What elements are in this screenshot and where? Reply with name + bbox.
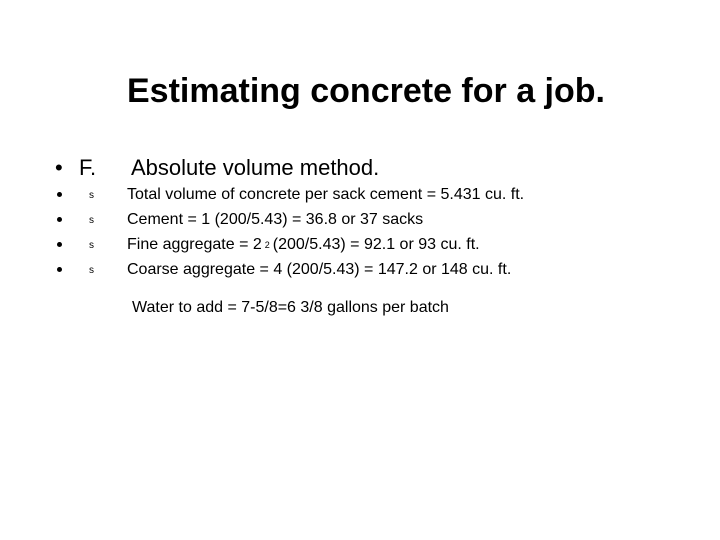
sub-marker: s xyxy=(89,190,94,201)
slide-title: Estimating concrete for a job. xyxy=(127,72,605,110)
bullet-marker: • xyxy=(55,155,63,180)
sub-item-text: Cement = 1 (200/5.43) = 36.8 or 37 sacks xyxy=(127,211,424,228)
bullet-dot-icon xyxy=(57,192,62,197)
sub-marker: s xyxy=(89,215,94,226)
bullet-dot-icon xyxy=(57,267,62,272)
sub-marker: s xyxy=(89,265,94,276)
main-bullet xyxy=(55,153,379,183)
sub-item-text xyxy=(127,234,480,256)
fraction-glyph: 2 xyxy=(264,240,270,250)
water-line: Water to add = 7-5/8=6 3/8 gallons per batch xyxy=(132,299,449,316)
sub-marker: s xyxy=(89,240,94,251)
bullet-letter: F. xyxy=(79,155,97,180)
sub-item-text: Coarse aggregate = 4 (200/5.43) = 147.2 or 148 cu. ft. xyxy=(127,261,512,278)
bullet-dot-icon xyxy=(57,217,62,222)
sub-item-text: Total volume of concrete per sack cement = 5.431 cu. ft. xyxy=(127,186,525,203)
sub-item-text-after: (200/5.43) = 92.1 or 93 cu. ft. xyxy=(272,236,480,253)
bullet-dot-icon xyxy=(57,242,62,247)
bullet-text: Absolute volume method. xyxy=(131,155,380,180)
sub-item-text-before: Fine aggregate = 2 xyxy=(127,236,262,253)
